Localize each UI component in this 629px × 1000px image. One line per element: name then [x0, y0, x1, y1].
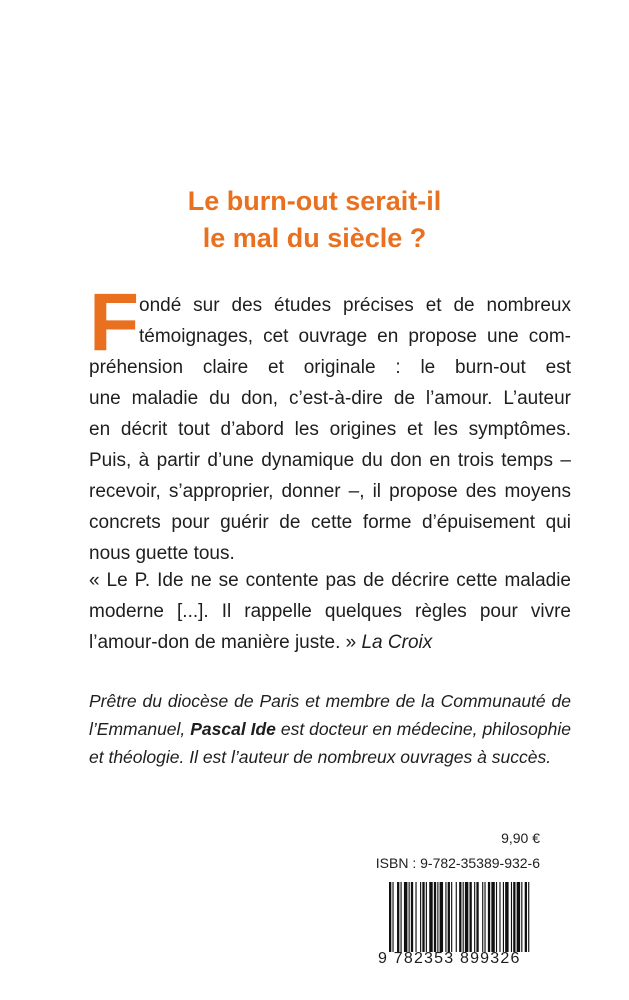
isbn: ISBN : 9-782-35389-932-6	[375, 855, 540, 871]
barcode-bar	[397, 882, 399, 952]
barcode-bar	[465, 882, 468, 952]
intro-line-6: Puis, à partir d’une dynamique du don en trois temps –	[89, 450, 571, 471]
bio-line-3: et théologie. Il est l’auteur de nombreux ouvrages à succès.	[89, 747, 552, 767]
quote-line-2: moderne [...]. Il rappelle quelques règles pour vivre	[89, 601, 571, 622]
barcode-image	[387, 882, 572, 952]
barcode-bar	[525, 882, 527, 952]
intro-line-5: en décrit tout d’abord les origines et les symptômes.	[89, 419, 571, 440]
barcode-bar	[482, 882, 483, 952]
barcode-bar	[459, 882, 461, 952]
barcode-bar	[521, 882, 522, 952]
intro-paragraph	[89, 277, 571, 569]
headline-line-1: Le burn-out serait-il	[187, 186, 442, 216]
barcode-bar	[437, 882, 438, 952]
press-quote	[89, 565, 571, 658]
barcode-bar	[463, 882, 464, 952]
barcode-bar	[434, 882, 436, 952]
barcode-bar	[420, 882, 421, 952]
barcode-bar	[409, 882, 410, 952]
barcode-bar	[448, 882, 450, 952]
headline	[0, 183, 629, 257]
barcode-bar	[440, 882, 443, 952]
price: 9,90 €	[501, 830, 540, 846]
barcode-bar	[456, 882, 457, 952]
barcode-digits: 9 782353 899326	[378, 950, 521, 967]
barcode-bar	[389, 882, 391, 952]
barcode-bar	[488, 882, 490, 952]
barcode-bar	[401, 882, 402, 952]
barcode-bar	[451, 882, 452, 952]
drop-cap: F	[89, 277, 140, 368]
headline-line-2: le mal du siècle ?	[202, 223, 427, 253]
barcode-bar	[470, 882, 472, 952]
barcode-bar	[511, 882, 512, 952]
quote-line-3	[89, 627, 571, 658]
barcode-bar	[513, 882, 515, 952]
barcode-bar	[445, 882, 446, 952]
intro-line-9: nous guette tous.	[89, 543, 235, 564]
barcode-bar	[503, 882, 504, 952]
intro-line-1: ondé sur des études précises et de nombreux	[139, 295, 571, 316]
author-name: Pascal Ide	[190, 719, 276, 739]
intro-line-2: témoignages, cet ouvrage en propose une com-	[139, 326, 571, 347]
barcode-bar	[517, 882, 520, 952]
bio-line-2	[89, 715, 571, 743]
quote-source: La Croix	[361, 632, 433, 653]
bio-line-2-start: l’Emmanuel,	[89, 719, 191, 739]
barcode-bar	[411, 882, 413, 952]
barcode-bar	[404, 882, 407, 952]
bio-line-2-end: est docteur en médecine, philosophie	[275, 719, 571, 739]
bio-line-1: Prêtre du diocèse de Paris et membre de la Communauté de	[89, 691, 571, 711]
barcode-bar	[499, 882, 500, 952]
barcode-bar	[496, 882, 497, 952]
barcode-bar	[528, 882, 529, 952]
barcode-bar	[491, 882, 494, 952]
barcode-bar	[426, 882, 427, 952]
barcode-bar	[474, 882, 475, 952]
quote-line-3-text: l’amour-don de manière juste. »	[89, 632, 357, 653]
barcode-bar	[484, 882, 485, 952]
intro-line-3: préhension claire et originale : le burn-out est	[89, 357, 571, 378]
intro-line-7: recevoir, s’approprier, donner –, il propose des moyens	[89, 481, 571, 502]
barcode-bar	[392, 882, 393, 952]
barcode-bar	[476, 882, 478, 952]
author-bio	[89, 687, 571, 771]
intro-line-4: une maladie du don, c’est-à-dire de l’amour. L’auteur	[89, 388, 571, 409]
barcode-bar	[505, 882, 508, 952]
barcode-bar	[415, 882, 416, 952]
intro-line-8: concrets pour guérir de cette forme d’épuisement qui	[89, 512, 571, 533]
barcode-bar	[422, 882, 424, 952]
barcode-bar	[429, 882, 432, 952]
quote-line-1: « Le P. Ide ne se contente pas de décrire cette maladie	[89, 570, 571, 591]
